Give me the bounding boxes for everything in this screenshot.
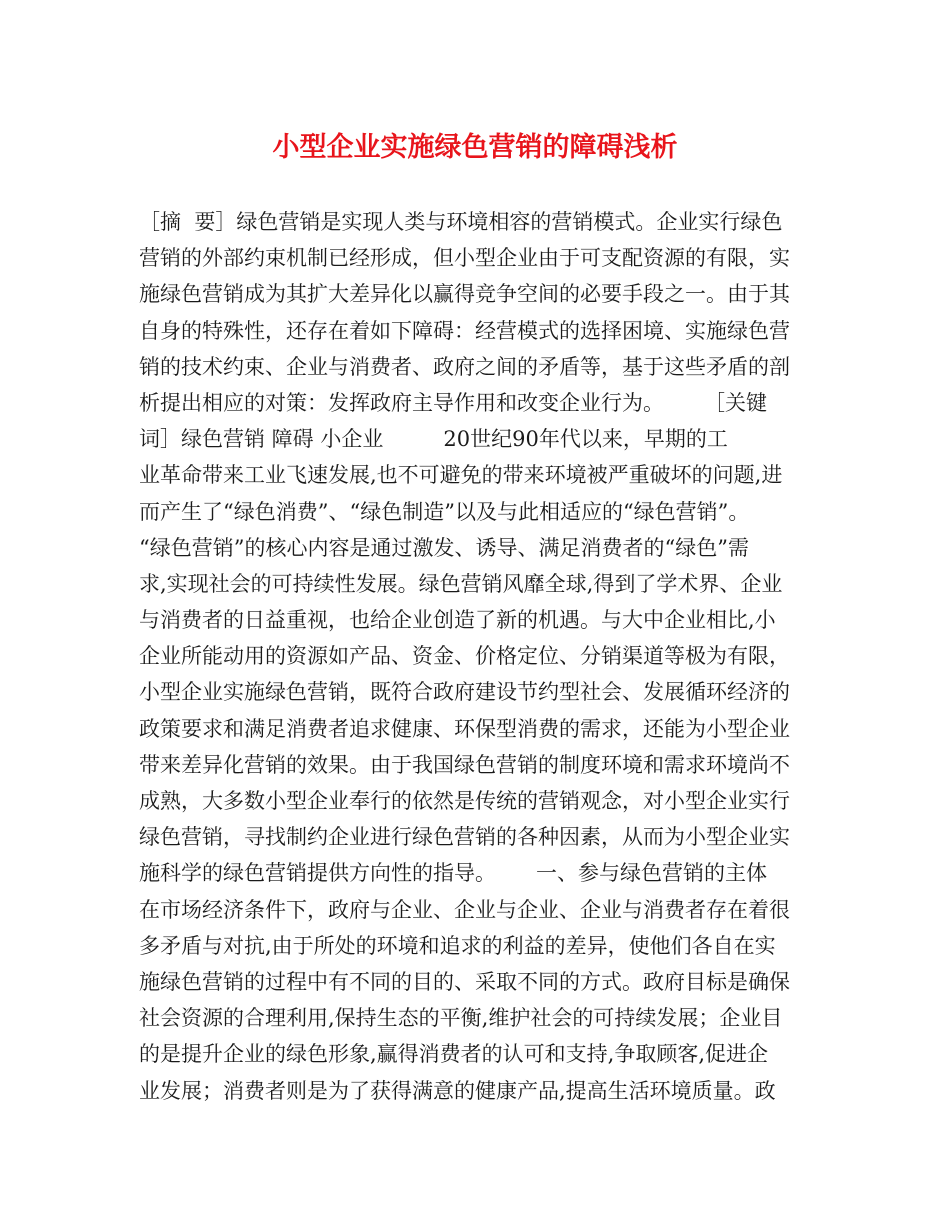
document-title: 小型企业实施绿色营销的障碍浅析 [272,132,678,163]
body-line: 企业所能动用的资源如产品、资金、价格定位、分销渠道等极为有限， [139,644,790,669]
body-line: 施科学的绿色营销提供方向性的指导。 一、参与绿色营销的主体 [139,861,768,886]
body-line: 在市场经济条件下，政府与企业、企业与企业、企业与消费者存在着很 [139,897,790,922]
body-line: 营销的外部约束机制已经形成，但小型企业由于可支配资源的有限，实 [139,246,790,271]
body-line: ［摘 要］绿色营销是实现人类与环境相容的营销模式。企业实行绿色 [139,210,783,234]
body-line: 绿色营销，寻找制约企业进行绿色营销的各种因素，从而为小型企业实 [139,825,790,850]
body-line: 成熟，大多数小型企业奉行的依然是传统的营销观念，对小型企业实行 [139,789,790,813]
body-line: 小型企业实施绿色营销，既符合政府建设节约型社会、发展循环经济的 [139,680,790,705]
body-line: 带来差异化营销的效果。由于我国绿色营销的制度环境和需求环境尚不 [139,752,790,777]
body-line: 施绿色营销的过程中有不同的目的、采取不同的方式。政府目标是确保 [139,969,790,994]
body-line: 多矛盾与对抗,由于所处的环境和追求的利益的差异，使他们各自在实 [139,933,776,958]
body-line: 销的技术约束、企业与消费者、政府之间的矛盾等，基于这些矛盾的剖 [139,354,790,379]
document-body [139,204,819,1109]
body-line: 词］绿色营销 障碍 小企业 20世纪90年代以来，早期的工 [139,427,728,452]
body-line: 与消费者的日益重视，也给企业创造了新的机遇。与大中企业相比,小 [139,608,776,633]
body-line: 政策要求和满足消费者追求健康、环保型消费的需求，还能为小型企业 [139,716,790,741]
body-line: 的是提升企业的绿色形象,赢得消费者的认可和支持,争取顾客,促进企 [139,1042,769,1067]
body-line: 施绿色营销成为其扩大差异化以赢得竞争空间的必要手段之一。由于其 [139,282,790,307]
body-line: 而产生了“绿色消费”、“绿色制造”以及与此相适应的“绿色营销”。 [139,499,750,524]
body-line: 自身的特殊性，还存在着如下障碍：经营模式的选择困境、实施绿色营 [139,318,790,343]
body-line: 业革命带来工业飞速发展,也不可避免的带来环境被严重破坏的问题,进 [139,463,783,488]
body-line: 社会资源的合理利用,保持生态的平衡,维护社会的可持续发展；企业目 [139,1006,783,1031]
body-line: 析提出相应的对策：发挥政府主导作用和改变企业行为。 ［关键 [139,390,768,415]
body-line: “绿色营销”的核心内容是通过激发、诱导、满足消费者的“绿色”需 [139,535,749,560]
body-line: 求,实现社会的可持续性发展。绿色营销风靡全球,得到了学术界、企业 [139,571,783,596]
body-line: 业发展；消费者则是为了获得满意的健康产品,提高生活环境质量。政 [139,1078,776,1103]
